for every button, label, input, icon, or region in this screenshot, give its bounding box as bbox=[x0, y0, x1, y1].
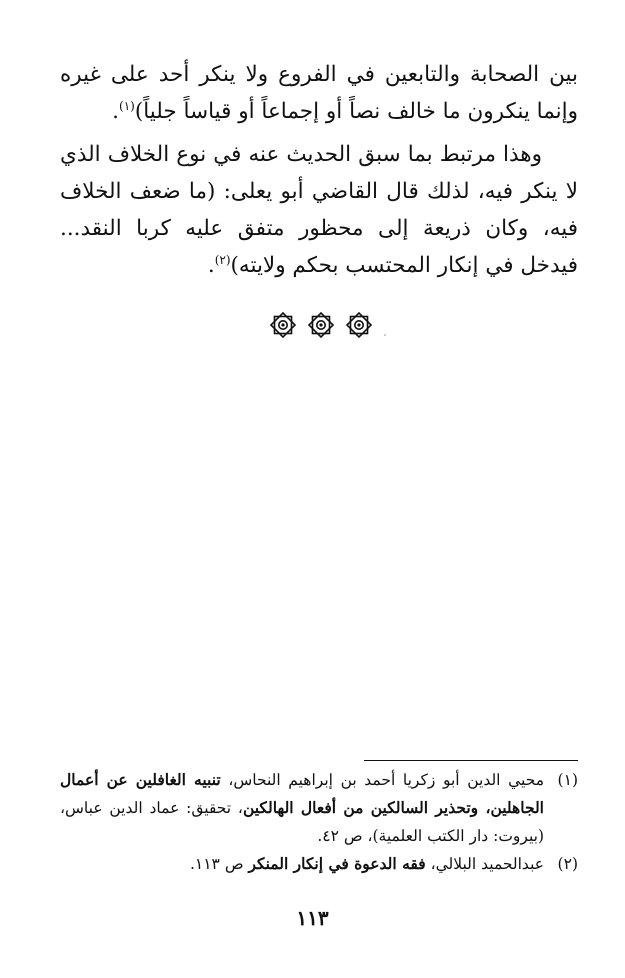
section-divider-ornaments bbox=[268, 310, 374, 340]
footnote-1-book-title: تنبيه الغافلين عن أعمال الجاهلين، وتحذير السالكين من أفعال الهالكين bbox=[60, 770, 544, 817]
footnotes bbox=[60, 766, 578, 878]
paragraph-2 bbox=[60, 136, 578, 284]
paragraph-1-text: بين الصحابة والتابعين في الفروع ولا ينكر أحد على غيره وإنما ينكرون ما خالف نصاً أو إجماعاً أو قياساً جلياً) bbox=[60, 62, 578, 124]
footnote-ref-1[interactable]: (١) bbox=[119, 98, 135, 113]
footnote-1-details: ، تحقيق: عماد الدين عباس، (بيروت: دار الكتب العلمية)، ص ٤٢. bbox=[60, 799, 544, 845]
paragraph-1-end: . bbox=[112, 99, 120, 124]
footnote-2-book-title: فقه الدعوة في إنكار المنكر bbox=[248, 854, 426, 873]
footnote-ref-2[interactable]: (٢) bbox=[214, 252, 231, 267]
footnote-separator bbox=[364, 760, 578, 761]
paragraph-1 bbox=[60, 56, 578, 130]
page-number: ١١٣ bbox=[296, 906, 329, 930]
eight-point-star-ornament-icon bbox=[306, 310, 336, 340]
footnote-2-text bbox=[60, 850, 544, 878]
footnote-1-number: (١) bbox=[557, 771, 578, 789]
eight-point-star-ornament-icon bbox=[268, 310, 298, 340]
eight-point-star-ornament-icon bbox=[344, 310, 374, 340]
footnote-2-details: ص ١١٣. bbox=[189, 855, 249, 873]
paragraph-2-text: وهذا مرتبط بما سبق الحديث عنه في نوع الخلاف الذي لا ينكر فيه، لذلك قال القاضي أبو يعلى: (ما ضعف الخلاف فيه، وكان ذريعة إلى محظور متفق عليه كربا النقد... فيدخل في إنكار المحتسب بحكم ولايته) bbox=[60, 142, 578, 278]
footnote-2-author: عبدالحميد البلالي، bbox=[425, 855, 544, 873]
footnote-2 bbox=[60, 850, 578, 878]
scan-speck bbox=[384, 334, 386, 336]
footnote-1-text bbox=[60, 766, 544, 850]
footnote-2-number: (٢) bbox=[557, 855, 578, 873]
footnote-1-author: محيي الدين أبو زكريا أحمد بن إبراهيم النحاس، bbox=[220, 771, 545, 789]
paragraph-2-end: . bbox=[207, 253, 215, 278]
footnote-1 bbox=[60, 766, 578, 850]
